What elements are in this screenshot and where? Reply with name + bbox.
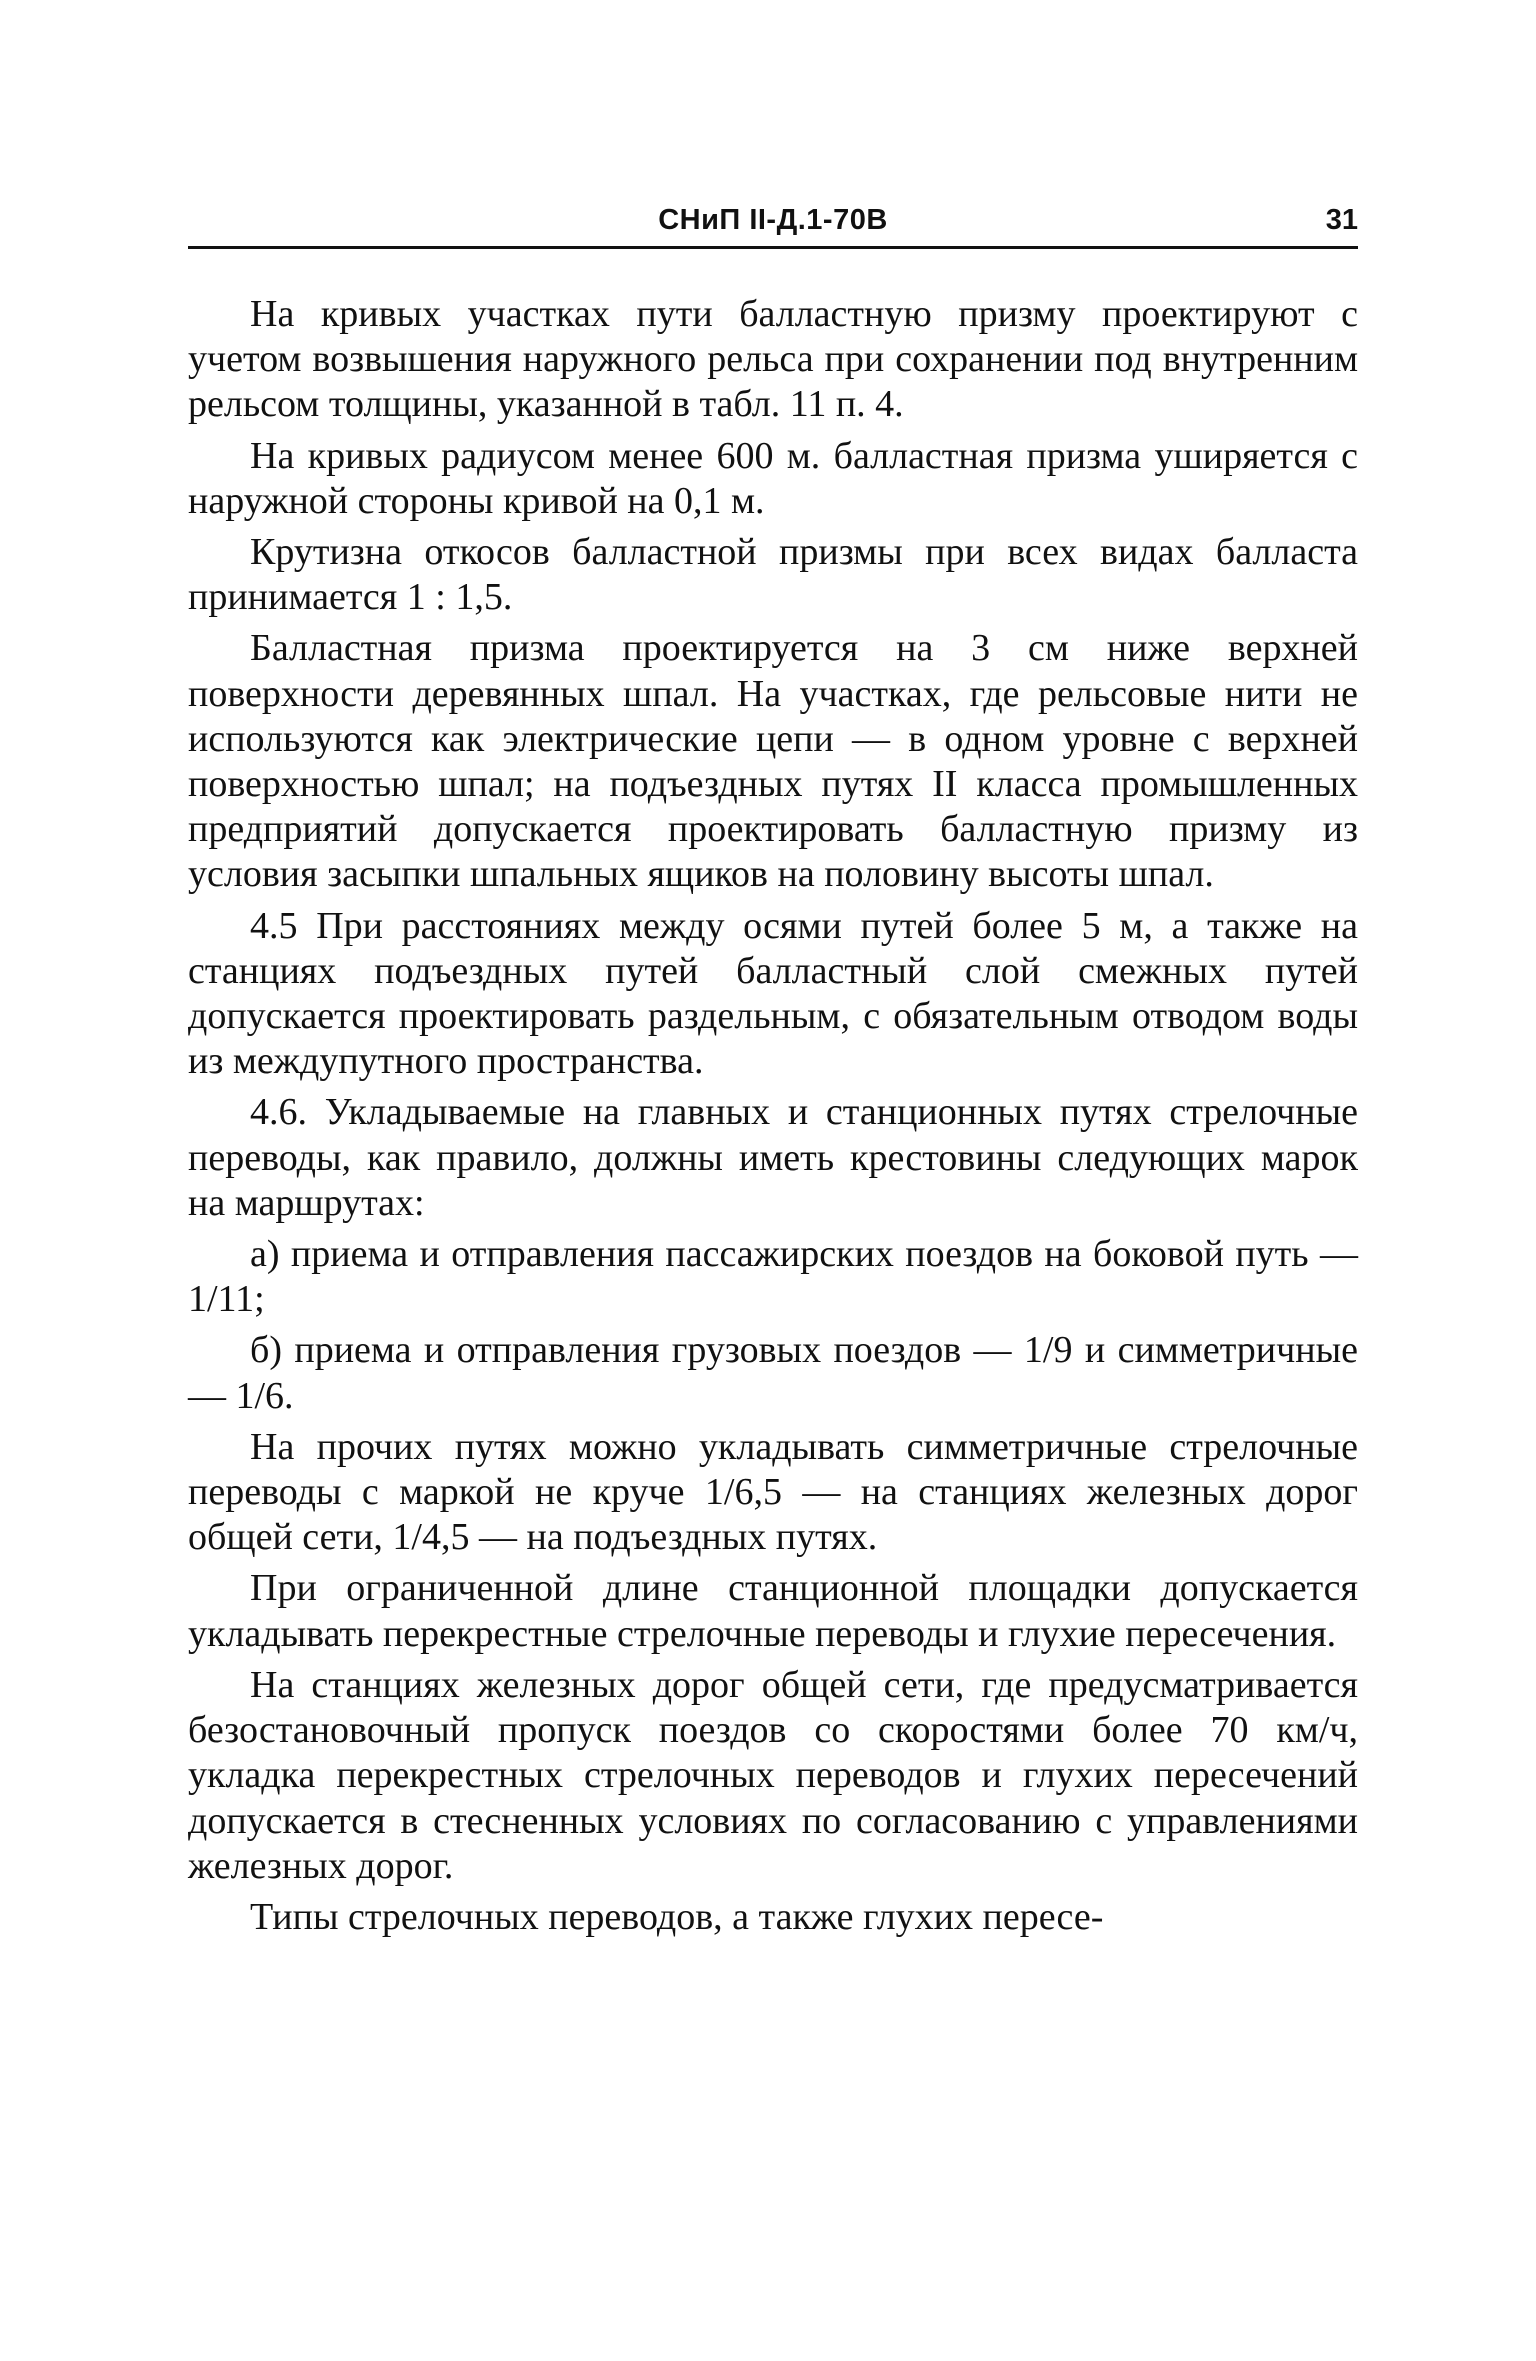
list-item-b: б) приема и отправления грузовых поездов — 1/9 и симметричные — 1/6. [188, 1329, 1358, 1417]
paragraph-limited-length: При ограниченной длине станционной площадки допускается укладывать перекрестные стрелочные переводы и глухие пересечения. [188, 1567, 1358, 1655]
body-text [188, 292, 1358, 1946]
paragraph-prism-level: Балластная призма проектируется на 3 см ниже верхней поверхности деревянных шпал. На участках, где рельсовые нити не используются как электрические цепи — в одном уровне с верхней поверхностью шпал; на подъездных путях II класса промышленных предприятий допускается проектировать балластную призму из условия засыпки шпальных ящиков на половину высоты шпал. [188, 627, 1358, 896]
paragraph-slope-steepness: Крутизна откосов балластной призмы при всех видах балласта принимается 1 : 1,5. [188, 531, 1358, 619]
paragraph-other-tracks: На прочих путях можно укладывать симметричные стрелочные переводы с маркой не круче 1/6,5 — на станциях железных дорог общей сети, 1/4,5 — на подъездных путях. [188, 1425, 1358, 1559]
paragraph-switch-types: Типы стрелочных переводов, а также глухих пересе- [250, 1895, 1104, 1938]
page-header [188, 204, 1358, 244]
document-page [188, 0, 1358, 2361]
list-item-a: а) приема и отправления пассажирских поездов на боковой путь — 1/11; [188, 1233, 1358, 1321]
paragraph-section-4-5: 4.5 При расстояниях между осями путей более 5 м, а также на станциях подъездных путей балластный слой смежных путей допускается проектировать раздельным, с обязательным отводом воды из междупутного пространства. [188, 904, 1358, 1083]
paragraph-curve-ballast: На кривых участках пути балластную призму проектируют с учетом возвышения наружного рельса при сохранении под внутренним рельсом толщины, указанной в табл. 11 п. 4. [188, 293, 1358, 426]
header-divider [188, 246, 1358, 249]
page-number: 31 [1325, 204, 1358, 236]
paragraph-nonstop-passage: На станциях железных дорог общей сети, где предусматривается безостановочный пропуск поездов со скоростями более 70 км/ч, укладка перекрестных стрелочных переводов и глухих пересечений допускается в стесненных условиях по согласованию с управлениями железных дорог. [188, 1663, 1358, 1887]
paragraph-radius-widening: На кривых радиусом менее 600 м. балластная призма уширяется с наружной стороны кривой на 0,1 м. [188, 434, 1358, 522]
paragraph-section-4-6: 4.6. Укладываемые на главных и станционных путях стрелочные переводы, как правило, должны иметь крестовины следующих марок на маршрутах: [188, 1091, 1358, 1224]
document-code-title: СНиП II-Д.1-70В [658, 204, 888, 236]
